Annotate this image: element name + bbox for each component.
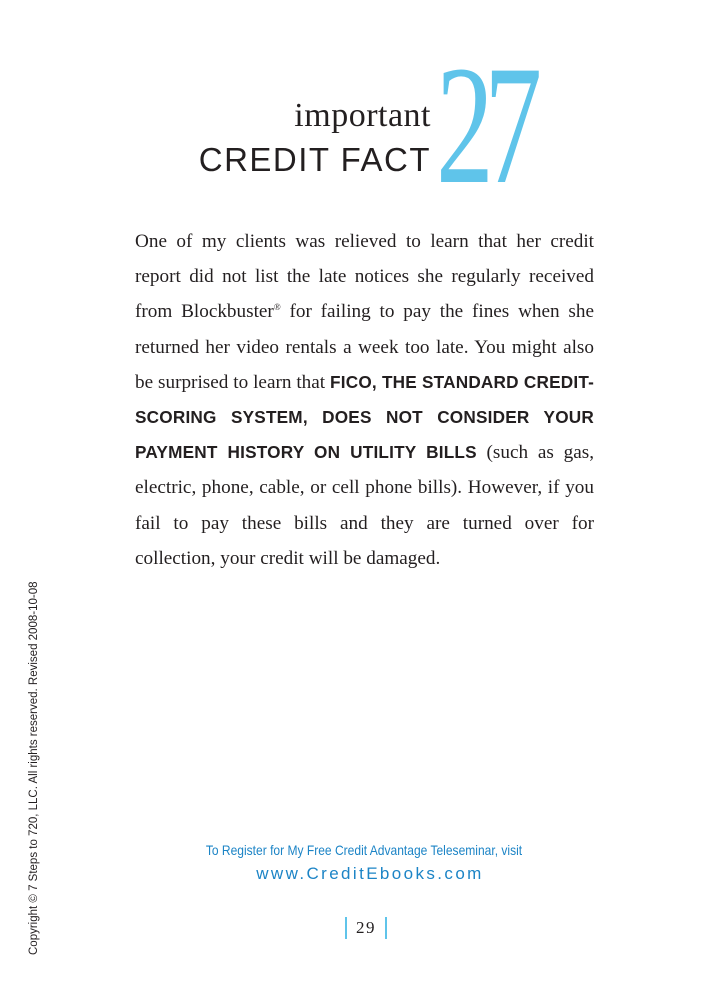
body-paragraph <box>135 224 594 576</box>
body-text-end: (such as gas, electric, phone, cable, or cell phone bills). However, if you fail to pay these bills and they are turned over for collection, your credit will be damaged. <box>135 442 595 569</box>
body-emphasis: FICO, THE STANDARD CREDIT-SCORING SYSTEM, DOES NOT CONSIDER YOUR PAYMENT HISTORY ON UTILITY BILLS <box>135 371 594 463</box>
fact-number: 27 <box>436 31 533 219</box>
heading-important: important <box>294 97 431 134</box>
page-number-value: 29 <box>356 918 376 937</box>
copyright-notice: Copyright © 7 Steps to 720, LLC. All rights reserved. Revised 2008-10-08 <box>28 581 40 955</box>
body-text-intro: One of my clients was relieved to learn that her credit report did not list the late notices she regularly received from Blockbuster <box>135 231 594 323</box>
body-text-middle: for failing to pay the fines when she returned her video rentals a week too late. You might also be surprised to learn that <box>135 301 594 393</box>
register-text: To Register for My Free Credit Advantage Teleseminar, visit <box>205 842 523 858</box>
heading-credit-fact: CREDIT FACT <box>198 141 431 178</box>
website-link[interactable]: www.CreditEbooks.com <box>256 864 484 883</box>
page-number-right-bar <box>385 917 387 939</box>
registered-mark: ® <box>273 302 281 313</box>
page-number <box>333 916 399 940</box>
register-prompt <box>51 842 677 858</box>
